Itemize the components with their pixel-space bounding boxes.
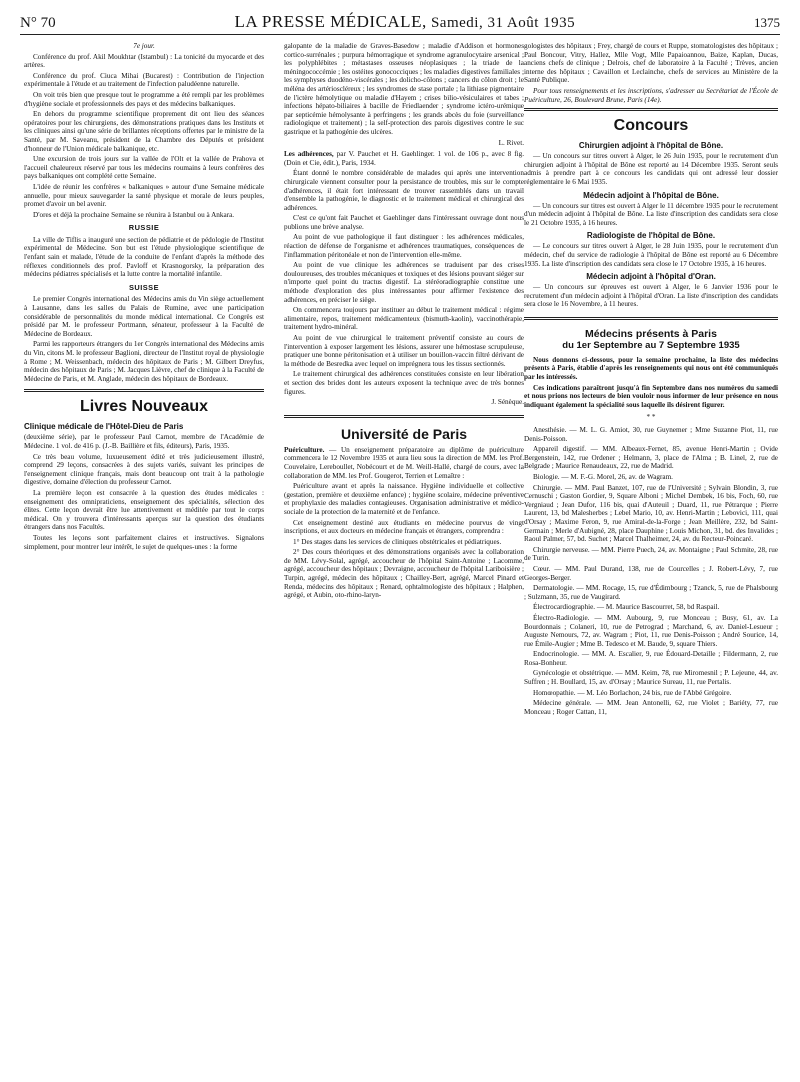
presents-list <box>524 426 778 716</box>
paragraph: Au point de vue clinique les adhérences se traduisent par des crises douloureuses, des troubles mécaniques et toxiques et des lésions pouvant siéger sur n'importe quel point du tractus digestif. La stéréoradiographie constitue une méthode d'exploration des plus intéressantes pour affirmer l'existence des adhérences, en préciser le siège. <box>284 261 524 304</box>
list-item: Chirurgie. — MM. Paul Banzet, 107, rue de l'Université ; Sylvain Blondin, 3, rue Cernuschi ; Gaston Gordier, 9, Square Alboni ; Michel Dembek, 16 bis, Foch, 60, rue Vergniaud ; Jean Dufor, 116 bis, quai d'Auteuil ; Duard, 11, rue Pétrarque ; Pierre Laurent, 13, bd Malesherbes ; Lebel Mario, 10, av. Henri-Martin ; Lebovici, 111, quai d'Orsay ; Maxime Feron, 9, rue Amiral-de-la-Forge ; Jean Meillère, 232, bd Saint-Germain ; Merle d'Aubigné, 28, place Dauphine ; Louis Michon, 31, bd. des Invalides ; Raoul Palmer, 57, bd. Suchet ; Marcel Thalheimer, 24, av. du Recteur-Poincaré. <box>524 483 778 544</box>
puericulture-paragraphs <box>284 482 524 600</box>
concours-item-title: Radiologiste de l'hôpital de Bône. <box>586 231 716 241</box>
list-item: Biologie. — M. F.-G. Morel, 26, av. de Wagram. <box>533 473 673 481</box>
paragraph: On voit très bien que presque tout le programme a été rempli par les problèmes d'hygiène sociale et professionnels des pays et des médecins balkaniques. <box>24 90 264 108</box>
paragraph: Au point de vue pathologique il faut distinguer : les adhérences médicales, réaction de défense de l'organisme et adhérences traumatiques, conséquences de l'inflammation péritonéale et non de l'intervention elle-même. <box>284 233 524 259</box>
list-item: Électro-Radiologie. — MM. Aubourg, 9, rue Monceau ; Busy, 61, av. La Bourdonnais ; Colaneri, 10, rue de Petrograd ; Marchand, 6, av. Daniel-Lesueur ; Auguste Nemours, 72, av. Wagram ; Piot, 11, rue Denis-Poisson ; André Sourice, 14, rue Émile-Augier ; Mme B. Tedesco et M. Baude, 9, square Thiers. <box>524 613 778 648</box>
presents-subheading: du 1er Septembre au 7 Septembre 1935 <box>562 339 740 351</box>
list-item: Électrocardiographie. — M. Maurice Bascourret, 58, bd Raspail. <box>533 603 720 612</box>
paragraph: Au point de vue chirurgical le traitement préventif consiste au cours de l'intervention à exposer largement les lésions, assurer une hémostase scrupuleuse, pratiquer une bonne péritonisation et à utiliser un bouillon-vaccin filtré dérivant de la méthode de Besredka avec lequel on imprégnera tous les tissus sectionnés. <box>284 334 524 368</box>
masthead-date: Samedi, 31 Août 1935 <box>430 15 576 31</box>
paragraph: Toutes les leçons sont parfaitement claires et instructives. Signalons simplement, pour montrer leur intérêt, le sujet de quelques-unes : la forme <box>24 533 264 551</box>
universite-heading: Université de Paris <box>340 425 468 442</box>
list-item: Médecine générale. — MM. Jean Antonelli, 62, rue Violet ; Bariéty, 77, rue Monceau ; Roger Cattan, 11, <box>524 699 778 716</box>
russie-text: La ville de Tiflis a inauguré une section de pédiatrie et de pédologie de l'Institut expérimental de Médecine. Son but est l'étude physiologique scientifique de l'enfant sain et malade, l'étude de la conduite de l'enfant d'après la méthode des réflexes conditionnels des prof. Pavloff et Krasnogorsky, la préparation des médecins pédiatres spécialisés et la lutte contre la mortalité infantile. <box>24 235 264 279</box>
concours-heading: Concours <box>524 108 778 135</box>
column-2 <box>284 42 524 602</box>
day-label: 7e jour. <box>133 42 155 50</box>
presents-heading: Médecins présents à Paris <box>585 327 717 340</box>
paragraph: On commencera toujours par instituer au début le traitement médical : régime alimentaire, repos, traitement médicamenteux (bismuth-kaolin), vaccinothérapie, traitement hydro-minéral. <box>284 306 524 332</box>
paragraph: 1° Des stages dans les services de cliniques obstétricales et pédiatriques. <box>293 537 502 546</box>
signature-rivet: L. Rivet. <box>498 138 524 147</box>
paragraph: Conférence du prof. Akil Moukhtar (Istambul) : La tonicité du myocarde et des artères. <box>24 52 264 70</box>
paragraph: Le premier Congrès international des Médecins amis du Vin siège actuellement à Lausanne, dans les salles du Palais de Rumine, avec une participation considérable de personnalités du monde médical international. Ce Congrès est présidé par M. le professeur Portmann, sénateur, professeur à la Faculté de Médecine de Bordeaux. <box>24 295 264 338</box>
adherences-reference: par V. Pauchet et H. Gaehlinger. 1 vol. de 106 p., avec 8 fig. (Doin et Cie, édit.), Paris, 1934. <box>284 150 524 167</box>
paragraph: Parmi les rapporteurs étrangers du 1er Congrès international des Médecins amis du Vin, citons M. le professeur Baglioni, directeur de l'Institut royal de physiologie à Rome ; M. Weissenbach, médecin des hôpitaux de Paris ; M. Gilbert Dreyfus, médecin des hôpitaux de Paris ; M. Jacques Lièvre, chef de clinique à la Faculté de Médecine de Paris, et M. Anglade, médecin des hôpitaux de Bordeaux. <box>24 340 264 383</box>
masthead <box>56 12 754 32</box>
section-suisse: SUISSE <box>128 282 160 292</box>
stars-separator: * * <box>646 413 656 422</box>
paragraph: Ce très beau volume, luxueusement édité et très judicieusement illustré, comprend 29 leçons, consacrées à des sujets variés, suivant les principes de l'enseignement clinique français, mais dont beaucoup ont trait à la pathologie digestive, domaine d'élection du professeur Carnot. <box>24 452 264 487</box>
presents-intro-2: Ces indications paraîtront jusqu'à fin Septembre dans nos numéros du samedi et nous prions nos lecteurs de bien vouloir nous informer de leur présence en nous indiquant également la spécialité sous laquelle ils désirent figurer. <box>524 383 778 409</box>
concours-item-text: — Un concours sur titres ouvert à Alger, le 26 Juin 1935, pour le recrutement d'un chirurgien adjoint à l'hôpital de Bône est reporté au 14 Décembre 1935. Seront seuls admis à prendre part à ce concours les candidats qui ont adressé leur dossier réglementaire le 6 Mai 1935. <box>524 152 778 186</box>
suisse-paragraphs <box>24 295 264 383</box>
paragraph: D'ores et déjà la prochaine Semaine se réunira à Istanbul ou à Ankara. <box>33 210 235 219</box>
list-item: Appareil digestif. — MM. Albeaux-Fernet, 85, avenue Henri-Martin ; Ovide Bergenstein, 142, rue Ordener ; Helmann, 3, place de l'Alma ; B. Linel, 2, rue de Belgrade ; Maurice Renaudeaux, 22, rue de Madrid. <box>524 445 778 471</box>
livre-review-paragraphs <box>24 453 264 552</box>
signature-seneque: J. Sénèque. <box>491 398 524 407</box>
page-header <box>20 12 780 35</box>
paragraph: La première leçon est consacrée à la question des études médicales : enseignement des omnipraticiens, enseignement des spécialités, sélection des élites. Cette leçon devrait être lue attentivement et méditée par tout le corps médical. On y trouvera d'intéressants aperçus sur la question des étudiants étrangers dans nos Facultés. <box>24 488 264 532</box>
paragraph: En dehors du programme scientifique proprement dit ont lieu des séances opératoires pour les chirurgiens, des démonstrations pratiques dans les Instituts et les cliniques ainsi qu'une série de brillantes réceptions offertes par le ministre de la Santé, par M. Saveanu, président de la Chambre des Députés et président d'honneur de l'Union médicale balkanique, etc. <box>24 110 264 153</box>
paragraph: 2° Des cours théoriques et des démonstrations organisés avec la collaboration de MM. Lévy-Solal, agrégé, accoucheur de l'hôpital Saint-Antoine ; Lacomme, agrégé, accoucheur des hôpitaux ; Devraigne, accoucheur de l'hôpital Lariboisière ; Turpin, agrégé, médecin des hôpitaux ; Chailley-Bert, agrégé, Marcel Pinard et Renda, médecins des hôpitaux ; Renard, ophtalmologiste des hôpitaux ; Halphen, agrégé, et Aubin, oto-rhino-laryn- <box>284 548 524 600</box>
puericulture-inscriptions: Pour tous renseignements et les inscriptions, s'adresser au Secrétariat de l'École de Puériculture, 26, Boulevard Brune, Paris (14e). <box>524 86 778 104</box>
paragraph: L'idée de réunir les confrères « balkaniques » autour d'une Semaine médicale annuelle, pour mieux sauvegarder la santé physique et morale de leurs peuples, promet d'avoir un bel avenir. <box>24 182 264 209</box>
paragraph: Une excursion de trois jours sur la vallée de l'Olt et la vallée de Prahova et l'accueil chaleureux réservé par tous les médecins roumains à leurs confrères des pays balkaniques ont complété cette Semaine. <box>24 155 264 181</box>
concours-item-text: — Un concours sur titres est ouvert à Alger le 11 décembre 1935 pour le recrutement d'un médecin adjoint à l'hôpital de Bône. La liste d'inscription des candidats sera close le 21 Octobre 1935, à 16 heures. <box>524 201 778 227</box>
list-item: Cœur. — MM. Paul Durand, 138, rue de Courcelles ; J. Robert-Lévy, 7, rue Georges-Berger. <box>524 564 778 582</box>
list-item: Endocrinologie. — MM. A. Escalier, 9, rue Édouard-Detaille ; Fildermann, 2, rue Rosa-Bonheur. <box>524 650 778 667</box>
adherences-paragraphs <box>284 169 524 396</box>
puericulture-continued: gologistes des hôpitaux ; Frey, chargé de cours et Ruppe, stomatologistes des hôpitaux ; Paul Boncour, Vitry, Hallez, Mlle Vogt, Mlle Papaioannou, Baize, Kaplan, Ducas, anciens chefs de clinique ; Delrois, chef de laboratoire à la Faculté ; Trèves, ancien interne des hôpitaux ; Cavaillon et Leclainche, chefs de services au Ministère de la Santé Publique. <box>524 42 778 85</box>
list-item: Chirurgie nerveuse. — MM. Pierre Puech, 24, av. Montaigne ; Paul Schmite, 28, rue de Turin. <box>524 545 778 563</box>
divider <box>284 415 524 418</box>
concours-item-text: — Le concours sur titres ouvert à Alger, le 28 Juin 1935, pour le recrutement d'un médecin, chef du service de radiologie à l'hôpital de Bône est reporté au 6 Décembre 1935. La liste d'inscription des candidats sera close le 17 Octobre 1935, à 16 heures. <box>524 242 778 268</box>
livre-title: Clinique médicale de l'Hôtel-Dieu de Paris <box>24 422 184 432</box>
list-item: Anesthésie. — M. L. G. Amiot, 30, rue Guynemer ; Mme Suzanne Piot, 11, rue Denis-Poisson. <box>524 426 778 443</box>
column-1-paragraphs <box>24 53 264 220</box>
presents-intro: Nous donnons ci-dessous, pour la semaine prochaine, la liste des médecins présents à Paris, établie d'après les renseignements qui nous ont été communiqués par les intéressés. <box>524 355 778 382</box>
page-number: 1375 <box>754 15 780 30</box>
paragraph: C'est ce qu'ont fait Pauchet et Gaehlinger dans l'intéressant ouvrage dont nous publions une brève analyse. <box>284 214 524 231</box>
issue-number: N° 70 <box>20 15 56 31</box>
paragraph: Conférence du prof. Ciuca Mihai (Bucarest) : Contribution de l'injection expérimentale à l'étude et au traitement de l'infection paludéenne naturelle. <box>24 71 264 89</box>
paragraph: Le traitement chirurgical des adhérences constituées consiste en leur libération et section des brides dont les auteurs exposent la technique avec de très bonnes figures. <box>284 370 524 396</box>
paragraph: Puériculture avant et après la naissance. Hygiène individuelle et collective (gestation, première et deuxième enfance) ; hygiène scolaire, médecine préventive et prophylaxie des maladies contagieuses. Organisation administrative et médico-sociale de la protection de la maternité et de l'enfance. <box>284 482 524 516</box>
column-1 <box>24 42 264 553</box>
puericulture-title: Puériculture. <box>284 445 325 454</box>
livre-reference: (deuxième série), par le professeur Paul Carnot, membre de l'Académie de Médecine. 1 vol. de 416 p. (J.-B. Baillière et fils, éditeurs), Paris, 1935. <box>24 433 264 450</box>
concours-list <box>524 141 778 309</box>
column-3 <box>524 42 778 718</box>
concours-item-title: Médecin adjoint à l'hôpital de Bône. <box>583 190 719 200</box>
concours-item-title: Médecin adjoint à l'hôpital d'Oran. <box>586 272 716 282</box>
list-item: Gynécologie et obstétrique. — MM. Keim, 78, rue Miromesnil ; P. Lejeune, 44, av. Suffren ; H. Boullard, 15, av. d'Orsay ; Maurice Sureau, 11, rue Pertalis. <box>524 669 778 687</box>
section-russie: RUSSIE <box>128 223 160 233</box>
concours-item-title: Chirurgien adjoint à l'hôpital de Bône. <box>578 141 724 151</box>
list-item: Homœopathie. — M. Léo Borlachon, 24 bis, rue de l'Abbé Grégoire. <box>533 688 732 697</box>
list-item: Dermatologie. — MM. Rocage, 15, rue d'Édimbourg ; Tzanck, 5, rue de Phalsbourg ; Sulzmann, 35, rue de Vaugirard. <box>524 584 778 601</box>
livres-heading: Livres Nouveaux <box>24 389 264 416</box>
paragraph: Étant donné le nombre considérable de malades qui après une intervention chirurgicale viennent consulter pour la persistance de troubles, mis sur le compte d'adhérences, il était fort intéressant de trouver rassemblés dans un travail d'ensemble la pathogénie, le diagnostic et le traitement médical et chirurgical des adhérences. <box>284 169 524 212</box>
divider <box>524 317 778 320</box>
concours-item-text: — Un concours sur épreuves est ouvert à Alger, le 6 Janvier 1936 pour le recrutement d'un médecin adjoint à l'hôpital d'Oran. La liste d'inscription des candidats sera close le 16 Novembre, à 11 heures. <box>524 283 778 309</box>
puericulture-intro: — Un enseignement préparatoire au diplôme de puériculture commencera le 12 Novembre 1935 et aura lieu sous la direction de MM. les Prof. Couvelaire, Lereboullet, Nobécourt et de M. Weill-Hallé, chargé de cours, avec la collaboration de MM. les Prof. Gougerot, Terrien et Lemaître : <box>284 445 524 480</box>
masthead-title: LA PRESSE MÉDICALE, <box>234 12 427 31</box>
paragraph: Cet enseignement destiné aux étudiants en médecine pourvus de vingt inscriptions, et aux docteurs en médecine français et étrangers, comprendra : <box>284 518 524 536</box>
adherences-title: Les adhérences, <box>284 150 334 159</box>
review-continued: galopante de la maladie de Graves-Basedow ; maladie d'Addison et hormones cortico-surrénales ; purpura hémorragique et syndrome agranulocytaire arsenical ; les polyphlébites ; métastases osseuses néoplasiques ; la triade de la méningococcémie ; les ostéites gonococciques ; les maladies digestives familiales ; les symphyses duodéno-viscérales ; les dolicho-côlons ; cancers du côlon droit ; le méléna des artérioscléreux ; les syndromes de stase portale ; la lithiase pigmentaire de l'ictère hémolytique ou maladie d'Hayem ; crises bilio-vésiculaires et tabes ; infections hépato-biliaires à bacille de Friedlaender ; syndrome ictéro-urémique par septicémie hémolysante à perfringens ; les grands abcès du foie (surveillance radiologique et traitement) ; la self-protection des parois digestives contre le suc gastrique et la pathogénie des ulcères. <box>284 42 524 136</box>
